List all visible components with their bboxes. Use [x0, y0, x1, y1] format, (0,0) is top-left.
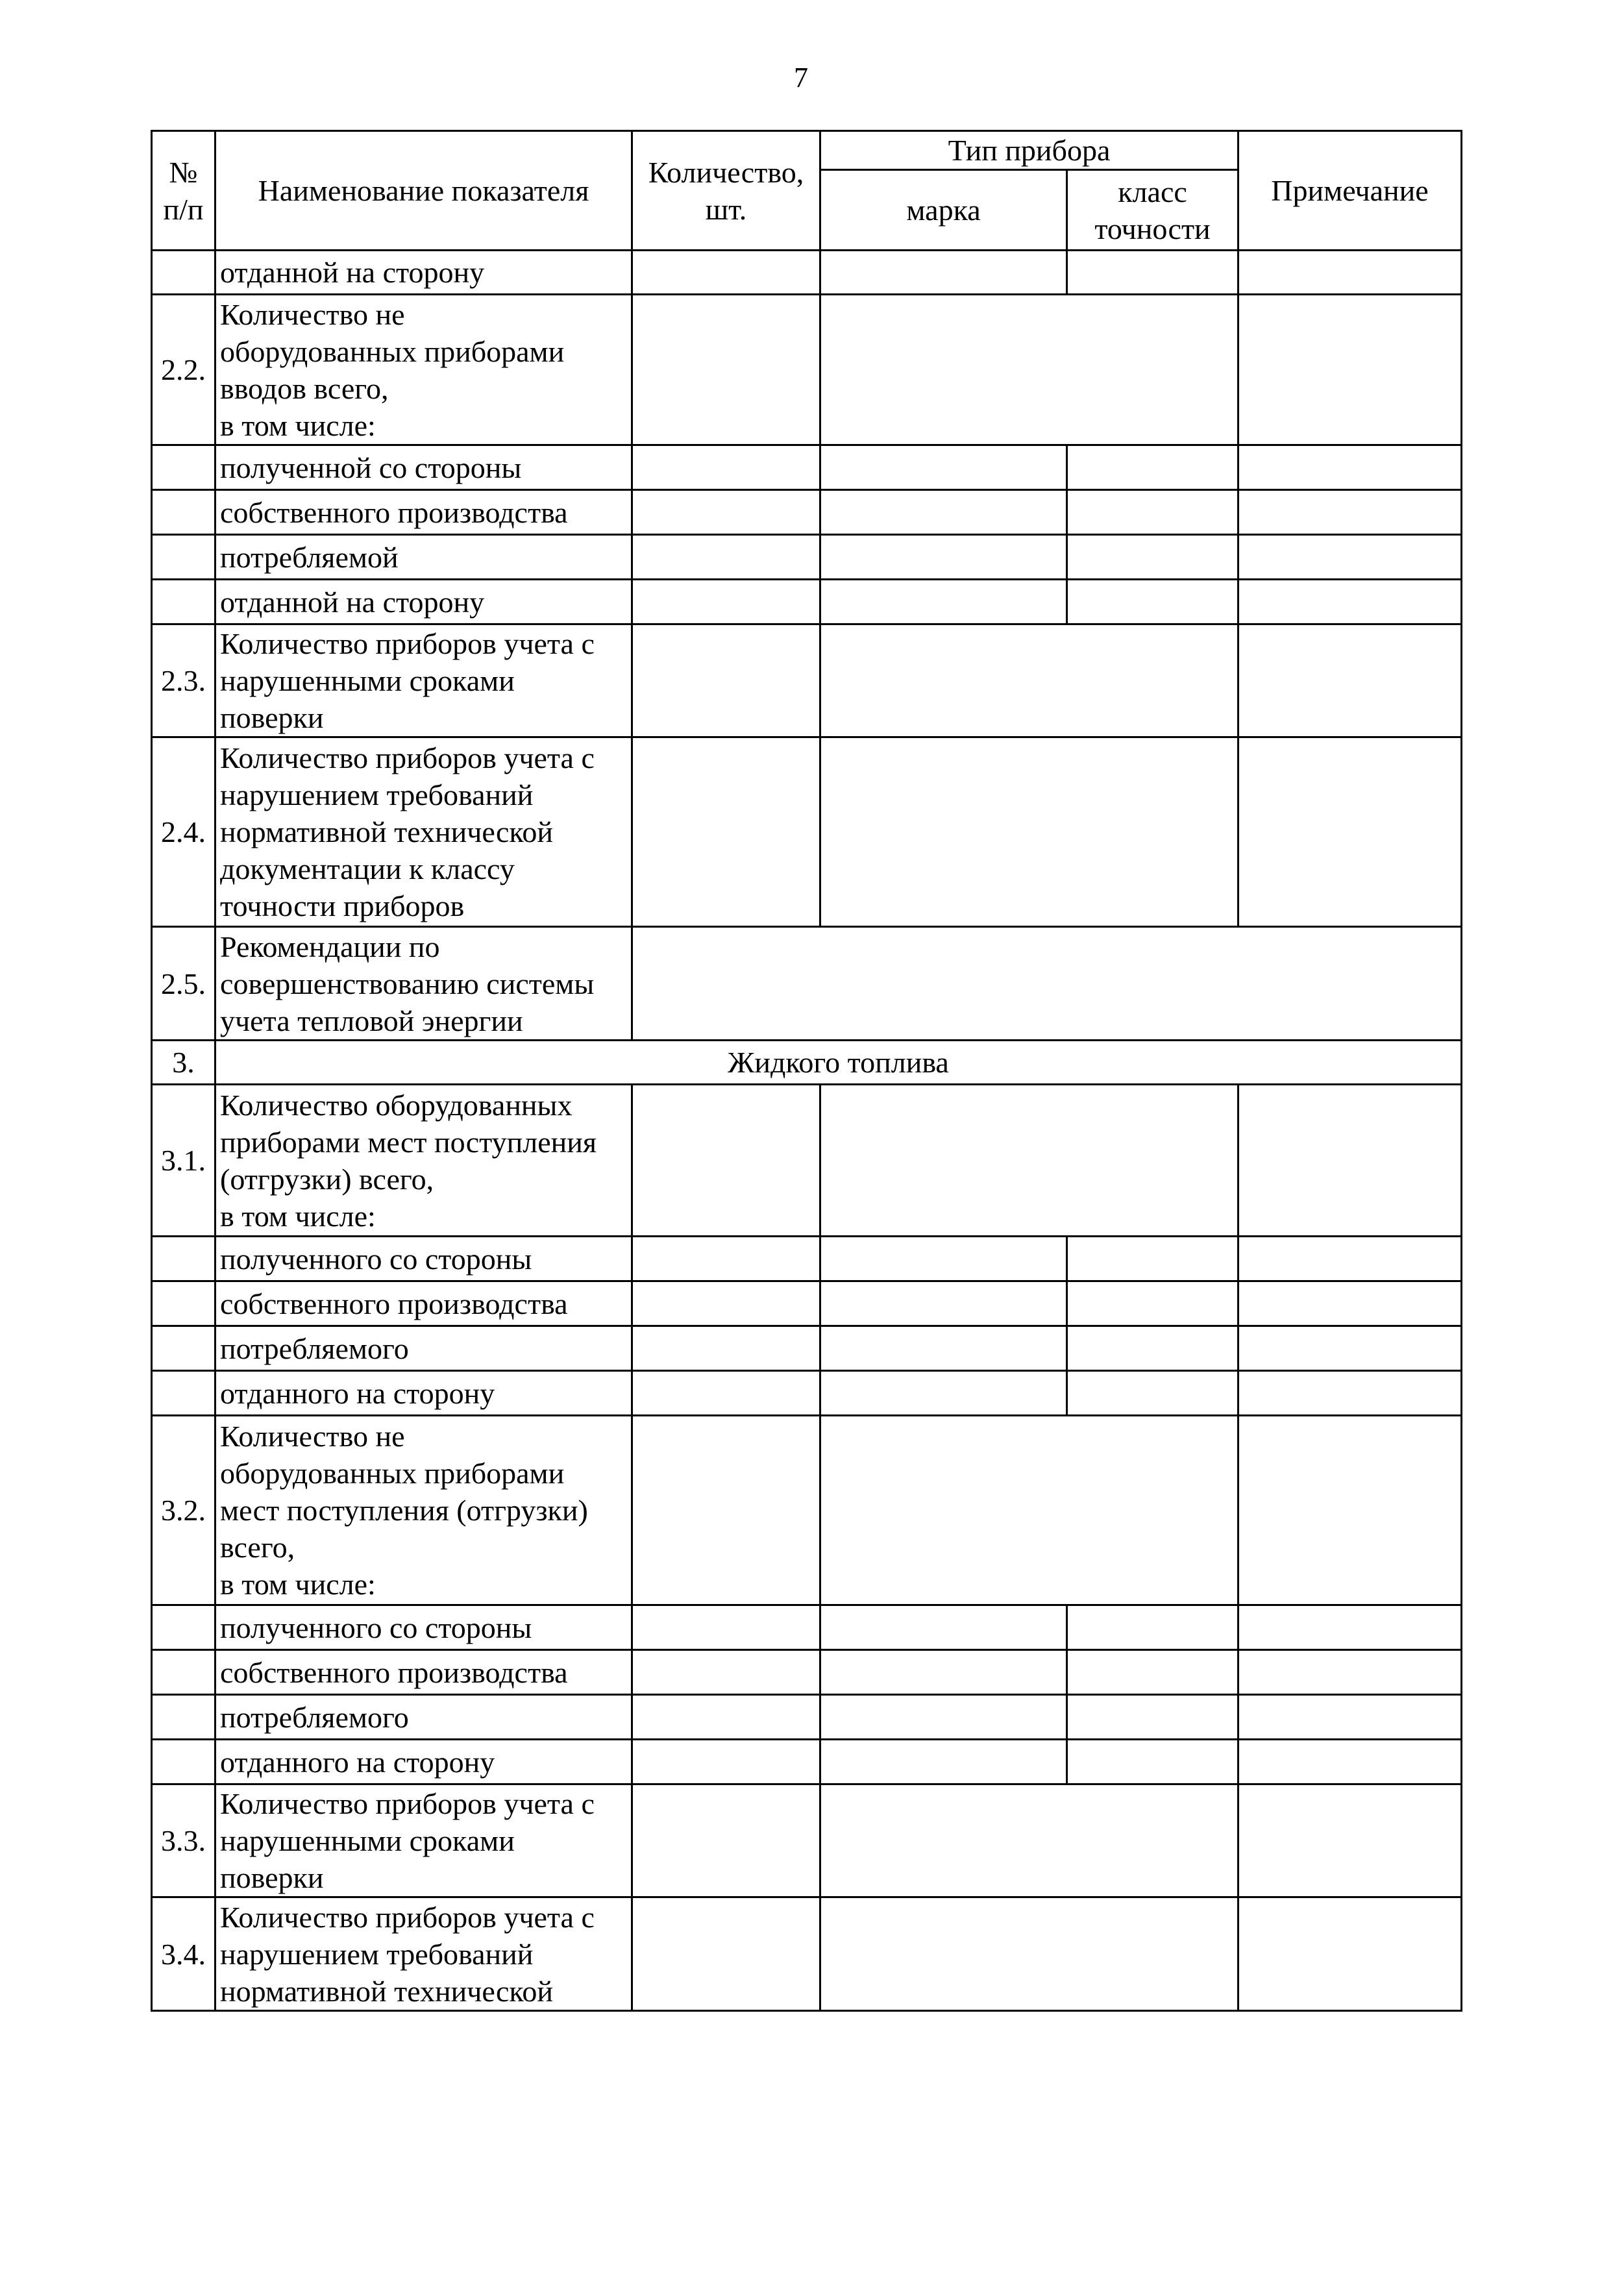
- row-number: [152, 1326, 216, 1371]
- table-row: [152, 295, 1462, 445]
- quantity-cell: [632, 1897, 820, 2011]
- row-number: [152, 1281, 216, 1326]
- quantity-cell: [632, 580, 820, 624]
- quantity-cell: [632, 490, 820, 535]
- brand-cell: [820, 251, 1067, 295]
- indicator-name: полученного со стороны: [216, 1605, 632, 1650]
- note-cell: [1238, 1416, 1462, 1605]
- recommendations-cell: [632, 927, 1462, 1041]
- quantity-cell: [632, 535, 820, 580]
- brand-cell: [820, 1237, 1067, 1281]
- accuracy-class-cell: [1067, 1650, 1238, 1695]
- row-number: [152, 490, 216, 535]
- brand-cell: [820, 1371, 1067, 1416]
- indicator-name: отданного на сторону: [216, 1371, 632, 1416]
- note-cell: [1238, 624, 1462, 737]
- quantity-cell: [632, 1784, 820, 1897]
- brand-cell: [820, 580, 1067, 624]
- accuracy-class-cell: [1067, 580, 1238, 624]
- accuracy-class-cell: [1067, 1281, 1238, 1326]
- row-number: [152, 1740, 216, 1784]
- indicator-name: потребляемого: [216, 1326, 632, 1371]
- row-number: [152, 1695, 216, 1740]
- quantity-cell: [632, 1326, 820, 1371]
- table-row: [152, 535, 1462, 580]
- accuracy-class-cell: [1067, 1237, 1238, 1281]
- table-row: [152, 1371, 1462, 1416]
- row-number: [152, 251, 216, 295]
- table-row: [152, 1237, 1462, 1281]
- quantity-cell: [632, 1281, 820, 1326]
- row-number: 2.2.: [152, 295, 216, 445]
- device-type-cell: [820, 737, 1238, 927]
- quantity-cell: [632, 295, 820, 445]
- indicator-name: Количество не оборудованных приборами мест поступления (отгрузки) всего, в том числе:: [216, 1416, 632, 1605]
- table-row: [152, 1650, 1462, 1695]
- row-number: 3.4.: [152, 1897, 216, 2011]
- device-type-cell: [820, 1897, 1238, 2011]
- indicator-name: Количество приборов учета с нарушенными сроками поверки: [216, 624, 632, 737]
- row-number: [152, 580, 216, 624]
- indicator-name: отданного на сторону: [216, 1740, 632, 1784]
- note-cell: [1238, 445, 1462, 490]
- row-number: 2.4.: [152, 737, 216, 927]
- indicator-name: отданной на сторону: [216, 580, 632, 624]
- accuracy-class-cell: [1067, 1371, 1238, 1416]
- row-number: 3.2.: [152, 1416, 216, 1605]
- quantity-cell: [632, 624, 820, 737]
- table-row: [152, 1416, 1462, 1605]
- accuracy-class-cell: [1067, 490, 1238, 535]
- accuracy-class-cell: [1067, 1740, 1238, 1784]
- note-cell: [1238, 737, 1462, 927]
- row-number: [152, 445, 216, 490]
- note-cell: [1238, 1085, 1462, 1237]
- quantity-cell: [632, 1416, 820, 1605]
- table-row: [152, 1784, 1462, 1897]
- quantity-cell: [632, 1371, 820, 1416]
- header-quantity: Количество, шт.: [632, 131, 820, 251]
- header-accuracy-class: класс точности: [1067, 170, 1238, 251]
- device-type-cell: [820, 1085, 1238, 1237]
- indicator-name: собственного производства: [216, 1650, 632, 1695]
- note-cell: [1238, 1784, 1462, 1897]
- quantity-cell: [632, 1695, 820, 1740]
- quantity-cell: [632, 737, 820, 927]
- table-row: [152, 1740, 1462, 1784]
- row-number: [152, 1371, 216, 1416]
- header-note: Примечание: [1238, 131, 1462, 251]
- row-number: 3.3.: [152, 1784, 216, 1897]
- indicator-name: полученной со стороны: [216, 445, 632, 490]
- indicator-name: полученного со стороны: [216, 1237, 632, 1281]
- note-cell: [1238, 490, 1462, 535]
- indicator-name: потребляемой: [216, 535, 632, 580]
- device-type-cell: [820, 1416, 1238, 1605]
- brand-cell: [820, 535, 1067, 580]
- row-number: [152, 1650, 216, 1695]
- quantity-cell: [632, 1085, 820, 1237]
- indicator-name: Количество оборудованных приборами мест поступления (отгрузки) всего, в том числе:: [216, 1085, 632, 1237]
- note-cell: [1238, 580, 1462, 624]
- row-number: 2.5.: [152, 927, 216, 1041]
- indicator-name: собственного производства: [216, 1281, 632, 1326]
- row-number: 2.3.: [152, 624, 216, 737]
- brand-cell: [820, 445, 1067, 490]
- quantity-cell: [632, 1605, 820, 1650]
- quantity-cell: [632, 1740, 820, 1784]
- brand-cell: [820, 1605, 1067, 1650]
- row-number: 3.1.: [152, 1085, 216, 1237]
- accuracy-class-cell: [1067, 251, 1238, 295]
- row-number: [152, 1237, 216, 1281]
- header-num: № п/п: [152, 131, 216, 251]
- note-cell: [1238, 1650, 1462, 1695]
- metering-devices-table: [151, 130, 1462, 2012]
- note-cell: [1238, 251, 1462, 295]
- indicator-name: потребляемого: [216, 1695, 632, 1740]
- quantity-cell: [632, 1237, 820, 1281]
- table-row: [152, 1605, 1462, 1650]
- indicator-name: Количество приборов учета с нарушением требований нормативной технической документации к классу точности приборов: [216, 737, 632, 927]
- indicator-name: Количество приборов учета с нарушением требований нормативной технической: [216, 1897, 632, 2011]
- indicator-name: Количество приборов учета с нарушенными сроками поверки: [216, 1784, 632, 1897]
- header-device-type: Тип прибора: [820, 131, 1238, 170]
- indicator-name: Рекомендации по совершенствованию системы учета тепловой энергии: [216, 927, 632, 1041]
- row-number: 3.: [152, 1041, 216, 1085]
- header-brand: марка: [820, 170, 1067, 251]
- indicator-name: собственного производства: [216, 490, 632, 535]
- note-cell: [1238, 1897, 1462, 2011]
- note-cell: [1238, 1281, 1462, 1326]
- brand-cell: [820, 1650, 1067, 1695]
- note-cell: [1238, 1740, 1462, 1784]
- indicator-name: Количество не оборудованных приборами вводов всего, в том числе:: [216, 295, 632, 445]
- device-type-cell: [820, 1784, 1238, 1897]
- accuracy-class-cell: [1067, 1605, 1238, 1650]
- table-row: [152, 624, 1462, 737]
- table-row: [152, 490, 1462, 535]
- table-row: [152, 1695, 1462, 1740]
- brand-cell: [820, 1695, 1067, 1740]
- quantity-cell: [632, 445, 820, 490]
- note-cell: [1238, 1605, 1462, 1650]
- brand-cell: [820, 1281, 1067, 1326]
- section-row: [152, 1041, 1462, 1085]
- quantity-cell: [632, 1650, 820, 1695]
- accuracy-class-cell: [1067, 1326, 1238, 1371]
- section-title: Жидкого топлива: [216, 1041, 1462, 1085]
- note-cell: [1238, 535, 1462, 580]
- header-row: [152, 131, 1462, 170]
- table-row: [152, 251, 1462, 295]
- indicator-name: отданной на сторону: [216, 251, 632, 295]
- row-number: [152, 1605, 216, 1650]
- table-row: [152, 445, 1462, 490]
- accuracy-class-cell: [1067, 535, 1238, 580]
- brand-cell: [820, 1740, 1067, 1784]
- note-cell: [1238, 1237, 1462, 1281]
- header-name: Наименование показателя: [216, 131, 632, 251]
- quantity-cell: [632, 251, 820, 295]
- table-row: [152, 927, 1462, 1041]
- device-type-cell: [820, 295, 1238, 445]
- table-row: [152, 1897, 1462, 2011]
- brand-cell: [820, 1326, 1067, 1371]
- note-cell: [1238, 1695, 1462, 1740]
- page-number: 7: [794, 62, 808, 93]
- brand-cell: [820, 490, 1067, 535]
- note-cell: [1238, 295, 1462, 445]
- note-cell: [1238, 1326, 1462, 1371]
- row-number: [152, 535, 216, 580]
- device-type-cell: [820, 624, 1238, 737]
- table-row: [152, 1326, 1462, 1371]
- accuracy-class-cell: [1067, 1695, 1238, 1740]
- note-cell: [1238, 1371, 1462, 1416]
- accuracy-class-cell: [1067, 445, 1238, 490]
- table-row: [152, 737, 1462, 927]
- table-row: [152, 580, 1462, 624]
- table-row: [152, 1085, 1462, 1237]
- table-row: [152, 1281, 1462, 1326]
